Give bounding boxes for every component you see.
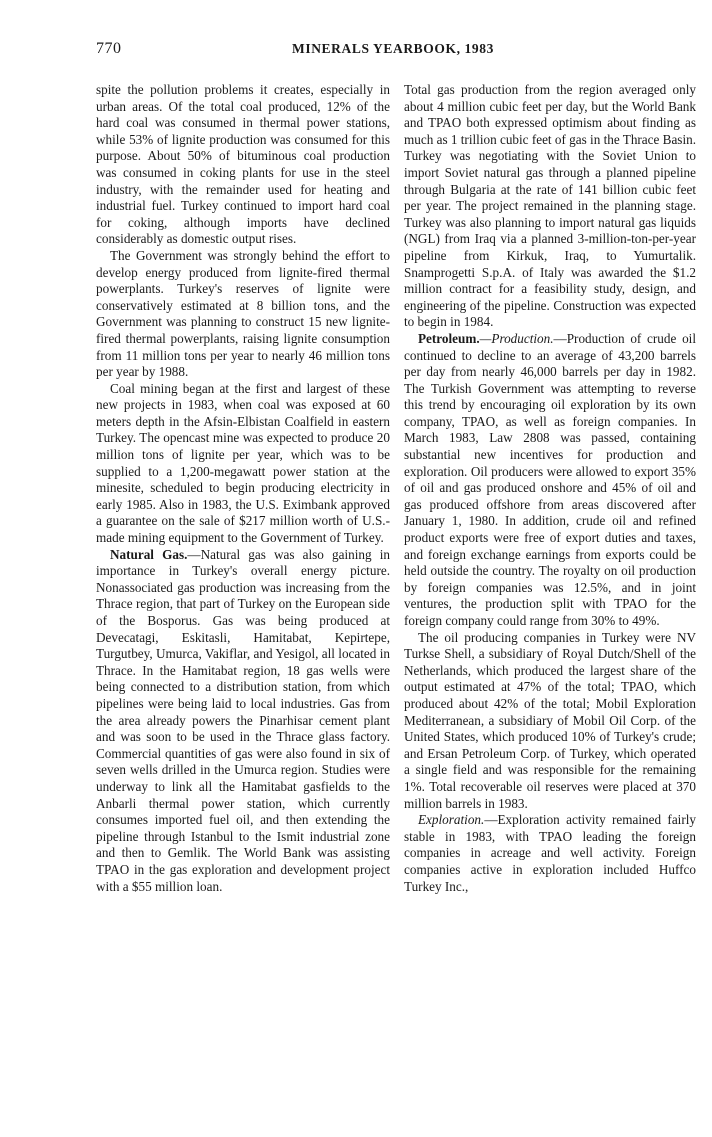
natural-gas-text: —Natural gas was also gaining in importance in Turkey's overall energy picture. Nonassociated gas production was increasing from the Thrace region, that part of Turkey on the European side of the Bosporus. Gas was being produced at Devecatagi, Eskitasli, Hamitabat, Kepirtepe, Turgutbey, Umurca, Vakiflar, and Yesigol, all located in Thrace. In the Hamitabat region, 18 gas wells were being connected to a distribution station, from which pipelines were being laid to local industries. Gas from the area already powers the Pinarhisar cement plant and was soon to be used in the Thrace glass factory. Commercial quantities of gas were also found in six of seven wells drilled in the Umurca region. Studies were underway to link all the Hamitabat gasfields to the Anbarli thermal power station, which currently consumes imported fuel oil, and then extending the pipeline through Istanbul to the Ismit industrial zone and then to Gemlik. The World Bank was assisting TPAO in the gas exploration and development project with a $55 million loan. (96, 546, 390, 894)
section-heading-petroleum: Petroleum. (418, 330, 480, 346)
paragraph-natural-gas (96, 547, 390, 895)
paragraph-petroleum (404, 331, 696, 630)
petroleum-text: —Production of crude oil continued to decline to an average of 43,200 barrels per day from nearly 46,000 barrels per day in 1982. The Turkish Government was attempting to reverse this trend by encouraging oil exploration by its own company, TPAO, as well as foreign companies. In March 1983, Law 2808 was passed, containing substantial new incentives for production and exploration. Oil producers were allowed to export 35% of oil and gas produced onshore and 45% of oil and gas produced offshore from areas discovered after January 1, 1980. In addition, crude oil and refined product exports were free of export duties and taxes, and foreign exchange earnings from exports could be held outside the country. The royalty on oil production by foreign companies was 12.5%, and in joint ventures, the production split with TPAO for the foreign company could range from 30% to 49%. (404, 330, 696, 628)
section-heading-natural-gas: Natural Gas. (110, 546, 188, 562)
page-header (96, 40, 692, 62)
page-number: 770 (96, 40, 122, 57)
subheading-production: —Production. (479, 330, 554, 346)
right-column (404, 82, 696, 895)
left-column (96, 82, 390, 895)
exploration-text: —Exploration activity remained fairly stable in 1983, with TPAO leading the foreign companies in acreage and well activity. Foreign companies active in exploration included Huffco Turkey Inc., (404, 812, 696, 894)
paragraph-lignite-powerplants: The Government was strongly behind the effort to develop energy produced from lignite-fired thermal powerplants. Turkey's reserves of lignite were conservatively estimated at 8 billion tons, and the Government was planning to construct 15 new lignite-fired thermal powerplants, raising lignite consumption from 11 million tons per year to nearly 46 million tons per year by 1988. (96, 247, 390, 380)
paragraph-coal-mining: Coal mining began at the first and largest of these new projects in 1983, when coal was exposed at 60 meters depth in the Afsin-Elbistan Coalfield in eastern Turkey. The opencast mine was expected to produce 20 million tons of lignite per year, which was to be supplied to a 1,200-megawatt power station at the minesite, scheduled to begin producing electricity in early 1985. Also in 1983, the U.S. Eximbank approved a guarantee on the sale of $217 million worth of U.S.-made mining equipment to the Government of Turkey. (96, 380, 390, 546)
paragraph-oil-companies: The oil producing companies in Turkey were NV Turkse Shell, a subsidiary of Royal Dutch/Shell of the Netherlands, which produced the largest share of the output estimated at 47% of the total; TPAO, which produced about 42% of the total; Mobil Exploration Mediterranean, a subsidiary of Mobil Oil Corp. of the United States, which produced 10% of Turkey's crude; and Ersan Petroleum Corp. of Turkey, which operated a single field and was responsible for the remaining 1%. Total recoverable oil reserves were placed at 370 million barrels in 1983. (404, 629, 696, 811)
running-title: MINERALS YEARBOOK, 1983 (292, 41, 494, 56)
paragraph-coal-consumption: spite the pollution problems it creates, especially in urban areas. Of the total coal produced, 12% of the hard coal was consumed in thermal power stations, while 53% of lignite production was consumed for this purpose. About 50% of bituminous coal production was consumed in coking plants for use in the steel industry, with the remainder used for heating and industrial fuel. Turkey continued to import hard coal for coking, although imports have declined considerably as domestic output rises. (96, 82, 390, 247)
subheading-exploration: Exploration. (418, 812, 485, 828)
paragraph-gas-production: Total gas production from the region averaged only about 4 million cubic feet per day, but the World Bank and TPAO both expressed optimism about finding as much as 1 trillion cubic feet of gas in the Thrace Basin. Turkey was negotiating with the Soviet Union to import Soviet natural gas through a planned pipeline through Bulgaria at the rate of 141 billion cubic feet per year. The project remained in the planning stage. Turkey was also planning to import natural gas liquids (NGL) from Iraq via a planned 3-million-ton-per-year pipeline from Kirkuk, Iraq, to Yumurtalik. Snamprogetti S.p.A. of Italy was awarded the $1.2 million contract for a feasibility study, design, and engineering of the pipeline. Construction was expected to begin in 1984. (404, 82, 696, 330)
paragraph-exploration (404, 812, 696, 895)
